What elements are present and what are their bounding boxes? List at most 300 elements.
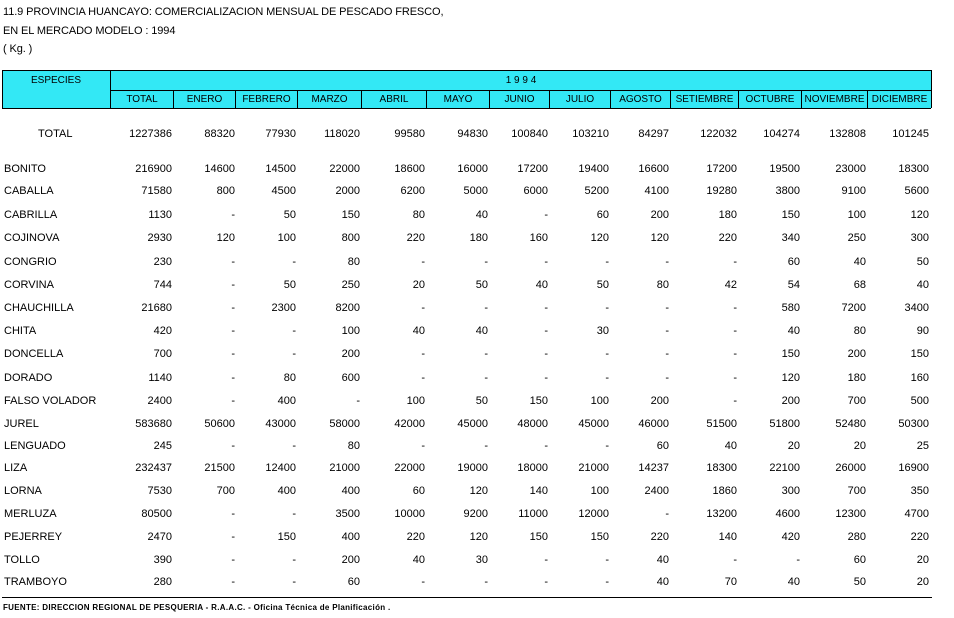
species-row-cell: 42000: [394, 418, 425, 430]
header-mid-border: [110, 90, 931, 91]
species-row-cell: 80: [656, 279, 669, 291]
species-row-cell: 8200: [335, 302, 360, 314]
species-row-cell: 23000: [835, 163, 866, 175]
species-row-cell: 220: [406, 232, 425, 244]
species-row-label: LIZA: [4, 462, 28, 474]
species-row-cell: 42: [724, 279, 737, 291]
species-row-cell: 60: [787, 256, 800, 268]
species-row-cell: 150: [910, 348, 929, 360]
species-row-cell: 4600: [775, 508, 800, 520]
species-row-cell: 21000: [329, 462, 360, 474]
column-header-marzo: MARZO: [311, 94, 348, 105]
species-row-cell: 12300: [835, 508, 866, 520]
species-row-cell: 50600: [204, 418, 235, 430]
species-row-label: MERLUZA: [4, 508, 57, 520]
footer-divider: [2, 597, 932, 598]
species-row-cell: 9100: [841, 185, 866, 197]
species-row-cell: -: [231, 302, 235, 314]
species-row-cell: -: [421, 576, 425, 588]
species-row-cell: -: [231, 325, 235, 337]
species-row-cell: -: [605, 302, 609, 314]
species-row-cell: -: [733, 302, 737, 314]
total-row-cell: 103210: [572, 128, 609, 140]
species-row-cell: -: [544, 372, 548, 384]
species-row-cell: 10000: [394, 508, 425, 520]
total-row-cell: 104274: [763, 128, 800, 140]
species-row-cell: 580: [781, 302, 800, 314]
species-row-cell: 50: [596, 279, 609, 291]
species-row-cell: 40: [535, 279, 548, 291]
species-row-cell: 80: [347, 440, 360, 452]
species-row-cell: -: [733, 348, 737, 360]
species-row-cell: 1140: [148, 372, 172, 384]
species-row-cell: 80: [283, 372, 296, 384]
species-row-cell: 180: [847, 372, 866, 384]
species-row-cell: 500: [910, 395, 929, 407]
species-row-cell: 5600: [904, 185, 929, 197]
species-row-cell: 400: [277, 395, 296, 407]
species-row-cell: 60: [596, 209, 609, 221]
species-row-cell: 48000: [517, 418, 548, 430]
table-subtitle: EN EL MERCADO MODELO : 1994: [3, 25, 176, 37]
species-row-cell: -: [796, 554, 800, 566]
species-row-cell: 120: [469, 485, 488, 497]
species-row-cell: 420: [781, 531, 800, 543]
species-row-cell: 19000: [457, 462, 488, 474]
species-row-cell: -: [484, 576, 488, 588]
column-header-octubre: OCTUBRE: [745, 94, 795, 105]
species-row-cell: 5200: [584, 185, 609, 197]
species-row-cell: 340: [781, 232, 800, 244]
species-row-cell: 216900: [135, 163, 172, 175]
species-row-cell: -: [421, 302, 425, 314]
species-row-label: LENGUADO: [4, 440, 66, 452]
total-row-cell: 77930: [265, 128, 296, 140]
species-row-cell: 20: [853, 440, 866, 452]
species-row-cell: 744: [153, 279, 172, 291]
species-row-label: TRAMBOYO: [4, 576, 67, 588]
species-row-cell: 90: [916, 325, 929, 337]
species-row-cell: 700: [847, 395, 866, 407]
species-row-cell: 16600: [638, 163, 669, 175]
species-row-label: JUREL: [4, 418, 39, 430]
species-row-cell: 18300: [706, 462, 737, 474]
species-row-cell: 140: [529, 485, 548, 497]
species-row-cell: 20: [787, 440, 800, 452]
total-row-cell: 101245: [892, 128, 929, 140]
species-row-label: CABALLA: [4, 185, 54, 197]
column-header-julio: JULIO: [565, 94, 595, 105]
species-row-cell: -: [605, 554, 609, 566]
species-row-cell: -: [292, 508, 296, 520]
species-row-cell: 13200: [706, 508, 737, 520]
species-row-cell: -: [733, 395, 737, 407]
species-row-cell: 250: [847, 232, 866, 244]
species-row-cell: 20: [916, 576, 929, 588]
species-row-cell: 420: [153, 325, 172, 337]
species-row-cell: -: [544, 256, 548, 268]
species-row-cell: 220: [718, 232, 737, 244]
species-row-cell: 7530: [147, 485, 172, 497]
species-row-cell: 400: [341, 531, 360, 543]
species-row-cell: -: [544, 576, 548, 588]
species-row-cell: 100: [847, 209, 866, 221]
species-row-cell: -: [605, 348, 609, 360]
species-row-cell: 200: [650, 209, 669, 221]
species-row-cell: 19500: [769, 163, 800, 175]
species-row-cell: 2400: [147, 395, 172, 407]
species-row-cell: 71580: [141, 185, 172, 197]
species-row-cell: 26000: [835, 462, 866, 474]
species-row-cell: 3400: [904, 302, 929, 314]
species-row-cell: 14600: [204, 163, 235, 175]
header-right-border: [931, 70, 932, 108]
species-row-cell: 40: [475, 209, 488, 221]
species-row-cell: 120: [216, 232, 235, 244]
species-header-label: ESPECIES: [30, 75, 82, 86]
species-row-cell: 150: [590, 531, 609, 543]
species-row-cell: -: [733, 554, 737, 566]
species-row-cell: 600: [341, 372, 360, 384]
species-row-cell: 100: [277, 232, 296, 244]
total-row-cell: 132808: [829, 128, 866, 140]
species-row-cell: -: [665, 256, 669, 268]
species-row-cell: -: [484, 372, 488, 384]
species-row-cell: 19400: [578, 163, 609, 175]
species-row-label: CABRILLA: [4, 209, 58, 221]
species-row-cell: 17200: [706, 163, 737, 175]
species-row-cell: 100: [406, 395, 425, 407]
header-bottom-border: [2, 108, 931, 109]
species-row-cell: -: [356, 395, 360, 407]
species-row-cell: 51500: [706, 418, 737, 430]
species-row-cell: 80: [412, 209, 425, 221]
species-row-cell: 80500: [141, 508, 172, 520]
column-header-enero: ENERO: [186, 94, 223, 105]
species-row-cell: -: [292, 576, 296, 588]
species-row-cell: 43000: [265, 418, 296, 430]
species-row-cell: -: [231, 440, 235, 452]
species-row-cell: 700: [216, 485, 235, 497]
species-row-cell: 100: [590, 485, 609, 497]
species-row-cell: -: [484, 348, 488, 360]
species-row-label: COJINOVA: [4, 232, 60, 244]
species-row-cell: -: [544, 209, 548, 221]
species-row-label: DONCELLA: [4, 348, 64, 360]
species-row-cell: 583680: [135, 418, 172, 430]
species-row-cell: 54: [787, 279, 800, 291]
column-header-junio: JUNIO: [504, 94, 535, 105]
total-row-cell: 118020: [324, 128, 360, 140]
species-row-cell: -: [484, 440, 488, 452]
species-row-cell: 50: [475, 279, 488, 291]
species-row-cell: 68: [853, 279, 866, 291]
species-row-cell: 4500: [271, 185, 296, 197]
species-row-cell: 1130: [148, 209, 172, 221]
species-row-cell: -: [605, 440, 609, 452]
species-row-cell: 150: [781, 209, 800, 221]
species-row-cell: 21680: [141, 302, 172, 314]
species-row-cell: 5000: [463, 185, 488, 197]
species-row-cell: 200: [781, 395, 800, 407]
species-row-cell: 3500: [335, 508, 360, 520]
table-title: 11.9 PROVINCIA HUANCAYO: COMERCIALIZACION MENSUAL DE PESCADO FRESCO,: [3, 6, 444, 18]
species-row-cell: 30: [475, 554, 488, 566]
species-row-cell: 17200: [517, 163, 548, 175]
species-row-cell: -: [421, 348, 425, 360]
species-row-label: TOLLO: [4, 554, 40, 566]
species-row-cell: 14237: [638, 462, 669, 474]
species-row-cell: 150: [341, 209, 360, 221]
species-row-cell: -: [231, 554, 235, 566]
species-row-cell: -: [733, 325, 737, 337]
species-row-cell: 120: [781, 372, 800, 384]
species-row-cell: 4100: [644, 185, 669, 197]
species-row-cell: 2470: [147, 531, 172, 543]
species-row-cell: -: [665, 508, 669, 520]
species-row-cell: -: [231, 508, 235, 520]
species-row-cell: -: [421, 372, 425, 384]
species-row-cell: 2930: [147, 232, 172, 244]
species-row-cell: 300: [910, 232, 929, 244]
species-row-cell: 400: [277, 485, 296, 497]
species-row-cell: 18600: [394, 163, 425, 175]
species-row-cell: 220: [650, 531, 669, 543]
species-row-cell: -: [733, 372, 737, 384]
species-row-cell: 50: [916, 256, 929, 268]
species-row-cell: 6200: [400, 185, 425, 197]
column-header-diciembre: DICIEMBRE: [871, 94, 928, 105]
species-row-cell: 21500: [204, 462, 235, 474]
species-row-cell: 21000: [578, 462, 609, 474]
species-row-cell: 100: [590, 395, 609, 407]
total-row-label: TOTAL: [38, 128, 73, 140]
species-row-cell: -: [231, 279, 235, 291]
species-row-cell: 250: [341, 279, 360, 291]
species-row-cell: 390: [153, 554, 172, 566]
species-row-cell: 45000: [457, 418, 488, 430]
species-row-cell: -: [544, 348, 548, 360]
species-row-cell: -: [292, 256, 296, 268]
unit-label: ( Kg. ): [3, 43, 33, 55]
species-row-cell: -: [733, 256, 737, 268]
total-row-cell: 1227386: [129, 128, 172, 140]
species-row-cell: 200: [650, 395, 669, 407]
species-row-cell: 700: [847, 485, 866, 497]
species-row-cell: 2000: [335, 185, 360, 197]
species-row-cell: 200: [341, 348, 360, 360]
species-row-cell: -: [231, 395, 235, 407]
total-row-cell: 84297: [638, 128, 669, 140]
species-row-cell: 4700: [904, 508, 929, 520]
species-row-cell: -: [421, 440, 425, 452]
species-row-label: FALSO VOLADOR: [4, 395, 97, 407]
species-row-label: DORADO: [4, 372, 53, 384]
species-row-cell: 180: [718, 209, 737, 221]
species-row-cell: 200: [847, 348, 866, 360]
species-row-cell: 50300: [898, 418, 929, 430]
species-row-cell: 45000: [578, 418, 609, 430]
species-row-cell: 40: [656, 576, 669, 588]
species-row-cell: -: [544, 325, 548, 337]
species-row-cell: -: [231, 531, 235, 543]
species-row-cell: 40: [656, 554, 669, 566]
species-row-cell: 12000: [578, 508, 609, 520]
species-row-cell: 120: [650, 232, 669, 244]
species-row-cell: -: [665, 325, 669, 337]
species-row-cell: -: [665, 372, 669, 384]
species-row-cell: 7200: [841, 302, 866, 314]
species-row-cell: 180: [469, 232, 488, 244]
species-row-cell: 22000: [329, 163, 360, 175]
species-row-cell: 25: [916, 440, 929, 452]
species-row-label: CHITA: [4, 325, 37, 337]
species-row-cell: 50: [853, 576, 866, 588]
species-row-cell: 22000: [394, 462, 425, 474]
species-row-label: PEJERREY: [4, 531, 63, 543]
species-row-cell: 80: [853, 325, 866, 337]
species-row-cell: 2400: [644, 485, 669, 497]
species-row-cell: 9200: [463, 508, 488, 520]
species-row-cell: -: [544, 302, 548, 314]
species-row-label: LORNA: [4, 485, 42, 497]
species-row-cell: 40: [724, 440, 737, 452]
species-row-cell: -: [605, 256, 609, 268]
species-row-label: CORVINA: [4, 279, 54, 291]
species-row-cell: 280: [153, 576, 172, 588]
total-row-cell: 122032: [700, 128, 737, 140]
column-header-febrero: FEBRERO: [242, 94, 291, 105]
species-row-cell: 160: [529, 232, 548, 244]
species-row-cell: -: [231, 372, 235, 384]
species-row-cell: -: [231, 576, 235, 588]
species-row-cell: -: [544, 554, 548, 566]
species-row-cell: 52480: [835, 418, 866, 430]
species-row-cell: -: [665, 348, 669, 360]
species-row-cell: 40: [412, 325, 425, 337]
species-row-cell: 300: [781, 485, 800, 497]
species-row-cell: 30: [596, 325, 609, 337]
species-row-cell: -: [292, 440, 296, 452]
column-header-setiembre: SETIEMBRE: [675, 94, 734, 105]
column-header-noviembre: NOVIEMBRE: [804, 94, 865, 105]
species-row-cell: -: [231, 209, 235, 221]
column-header-agosto: AGOSTO: [619, 94, 662, 105]
species-row-cell: 100: [341, 325, 360, 337]
species-row-cell: -: [665, 302, 669, 314]
species-row-cell: 3800: [775, 185, 800, 197]
species-row-cell: 16000: [457, 163, 488, 175]
species-row-cell: 800: [341, 232, 360, 244]
species-row-cell: -: [292, 348, 296, 360]
species-row-cell: 50: [475, 395, 488, 407]
species-row-label: CHAUCHILLA: [4, 302, 74, 314]
species-row-cell: 58000: [329, 418, 360, 430]
species-row-label: CONGRIO: [4, 256, 57, 268]
species-row-cell: 50: [283, 209, 296, 221]
species-row-cell: 140: [718, 531, 737, 543]
total-row-cell: 100840: [511, 128, 548, 140]
species-row-cell: 120: [469, 531, 488, 543]
species-row-cell: 40: [412, 554, 425, 566]
total-row-cell: 99580: [394, 128, 425, 140]
species-row-cell: -: [421, 256, 425, 268]
species-row-cell: -: [292, 325, 296, 337]
column-header-mayo: MAYO: [443, 94, 473, 105]
species-row-cell: 22100: [769, 462, 800, 474]
species-row-cell: -: [484, 256, 488, 268]
total-row-cell: 88320: [204, 128, 235, 140]
species-row-cell: 18300: [898, 163, 929, 175]
species-row-cell: 40: [475, 325, 488, 337]
species-row-cell: 220: [406, 531, 425, 543]
species-row-cell: 40: [787, 325, 800, 337]
source-footnote: FUENTE: DIRECCION REGIONAL DE PESQUERIA - R.A.A.C. - Oficina Técnica de Planificación .: [3, 603, 391, 612]
species-row-cell: 232437: [135, 462, 172, 474]
species-row-cell: 6000: [523, 185, 548, 197]
species-row-cell: 245: [153, 440, 172, 452]
species-row-cell: 220: [910, 531, 929, 543]
species-row-cell: 150: [529, 395, 548, 407]
species-row-cell: 400: [341, 485, 360, 497]
column-header-total: TOTAL: [126, 94, 158, 105]
species-row-cell: 14500: [265, 163, 296, 175]
species-row-cell: 40: [916, 279, 929, 291]
species-row-cell: 50: [283, 279, 296, 291]
total-row-cell: 94830: [457, 128, 488, 140]
species-row-cell: 46000: [638, 418, 669, 430]
species-row-cell: -: [292, 554, 296, 566]
species-row-cell: -: [484, 302, 488, 314]
species-row-cell: 40: [853, 256, 866, 268]
species-row-cell: 19280: [706, 185, 737, 197]
species-row-cell: 150: [277, 531, 296, 543]
species-row-cell: 800: [216, 185, 235, 197]
species-row-cell: 20: [412, 279, 425, 291]
species-row-cell: 60: [347, 576, 360, 588]
species-row-cell: 160: [910, 372, 929, 384]
species-row-cell: 230: [153, 256, 172, 268]
species-row-cell: 120: [910, 209, 929, 221]
species-row-cell: 40: [787, 576, 800, 588]
species-row-cell: -: [544, 440, 548, 452]
species-row-cell: 12400: [265, 462, 296, 474]
species-row-cell: 200: [341, 554, 360, 566]
species-row-cell: 2300: [271, 302, 296, 314]
species-row-cell: 11000: [518, 508, 548, 520]
species-row-cell: 150: [781, 348, 800, 360]
header-top-border: [2, 70, 931, 71]
species-row-label: BONITO: [4, 163, 46, 175]
species-row-cell: 16900: [898, 462, 929, 474]
species-row-cell: -: [605, 576, 609, 588]
species-row-cell: 350: [910, 485, 929, 497]
species-row-cell: 80: [347, 256, 360, 268]
species-row-cell: 150: [529, 531, 548, 543]
species-row-cell: 70: [724, 576, 737, 588]
year-header-label: 1 9 9 4: [505, 75, 537, 86]
species-row-cell: 20: [916, 554, 929, 566]
species-row-cell: 18000: [517, 462, 548, 474]
species-row-cell: 120: [590, 232, 609, 244]
species-row-cell: 1860: [712, 485, 737, 497]
species-row-cell: -: [231, 256, 235, 268]
species-row-cell: 60: [853, 554, 866, 566]
species-row-cell: 51800: [769, 418, 800, 430]
species-row-cell: -: [231, 348, 235, 360]
species-row-cell: 280: [847, 531, 866, 543]
species-row-cell: 700: [153, 348, 172, 360]
